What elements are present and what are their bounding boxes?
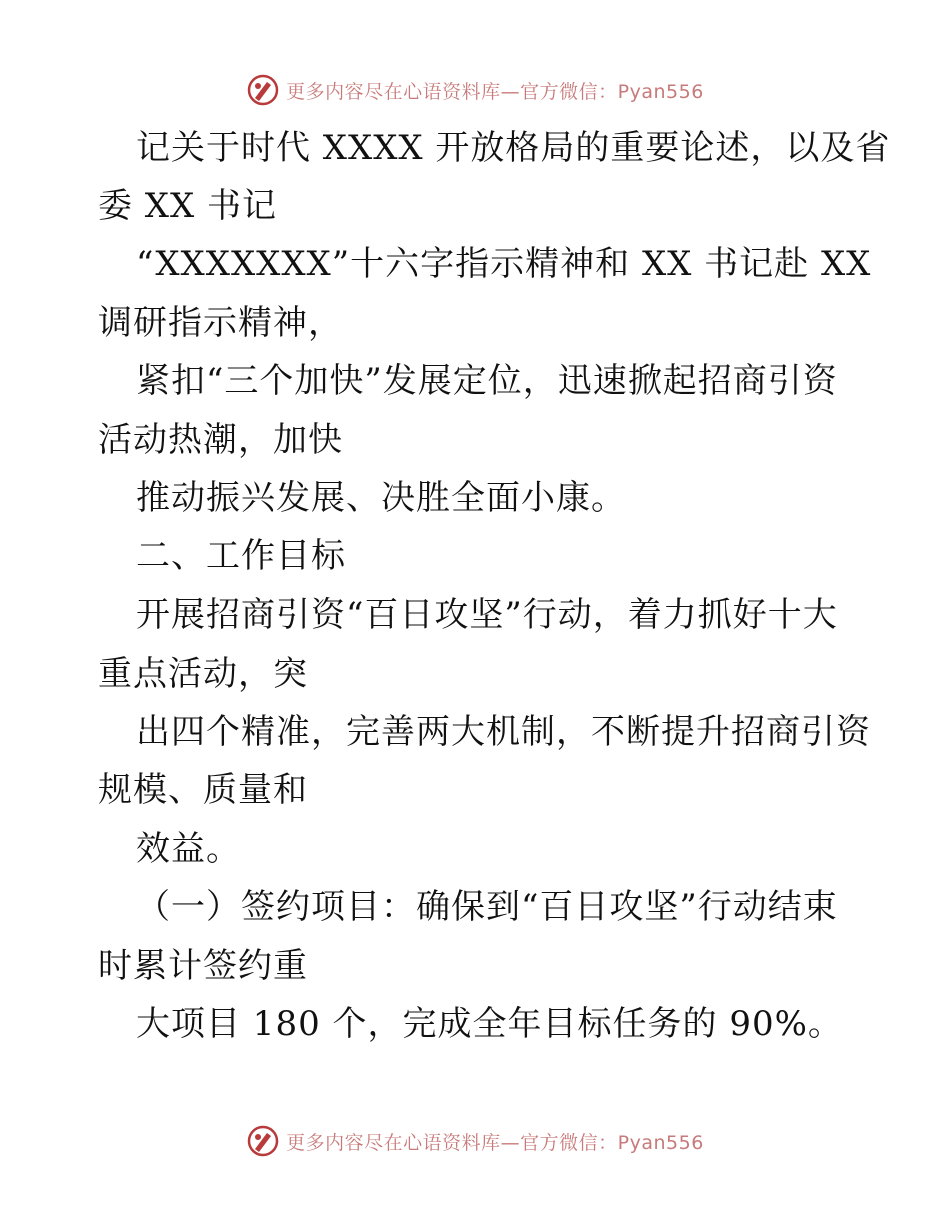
text-line-1: 记关于时代 XXXX 开放格局的重要论述，以及省 <box>136 128 891 168</box>
text-line-15: 时累计签约重 <box>98 946 308 986</box>
pen-seal-icon <box>246 73 280 107</box>
text-line-6: 活动热潮，加快 <box>98 420 343 460</box>
watermark-text: 更多内容尽在心语资料库—官方微信：Pyan556 <box>286 80 704 103</box>
text-line-12: 规模、质量和 <box>98 770 308 810</box>
text-line-14: （一）签约项目：确保到“百日攻坚”行动结束 <box>136 887 838 927</box>
text-line-10: 重点活动，突 <box>98 654 308 694</box>
text-line-4: 调研指示精神， <box>98 303 343 343</box>
pen-seal-icon <box>246 1124 280 1158</box>
section-heading: 二、工作目标 <box>136 536 346 576</box>
text-line-2: 委 XX 书记 <box>98 186 278 226</box>
text-line-5: 紧扣“三个加快”发展定位，迅速掀起招商引资 <box>136 361 838 401</box>
header-watermark <box>0 73 950 107</box>
text-line-7: 推动振兴发展、决胜全面小康。 <box>136 478 626 518</box>
text-line-13: 效益。 <box>136 829 241 869</box>
watermark-text: 更多内容尽在心语资料库—官方微信：Pyan556 <box>286 1131 704 1154</box>
text-line-3: “XXXXXXX”十六字指示精神和 XX 书记赴 XX <box>136 244 872 284</box>
text-line-9: 开展招商引资“百日攻坚”行动，着力抓好十大 <box>136 595 838 635</box>
text-line-16: 大项目 180 个，完成全年目标任务的 90%。 <box>136 1004 843 1044</box>
footer-watermark <box>0 1124 950 1158</box>
text-line-11: 出四个精准，完善两大机制，不断提升招商引资 <box>136 712 871 752</box>
